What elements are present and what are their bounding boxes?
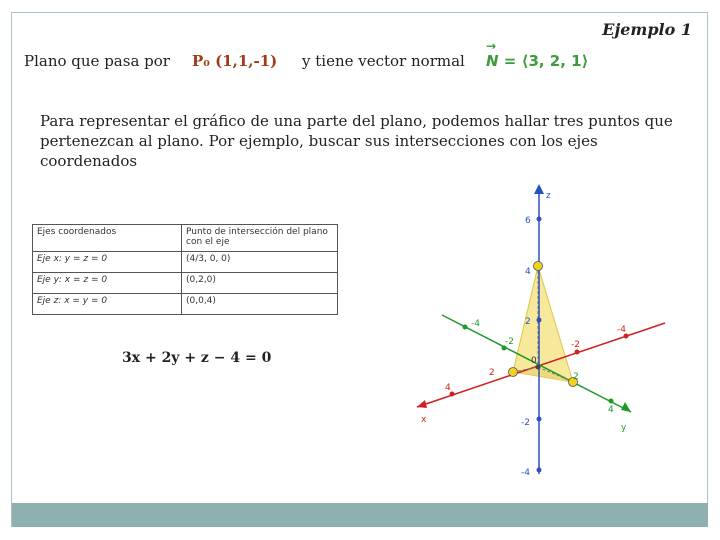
point-p0: P₀ (1,1,-1) bbox=[192, 52, 278, 70]
y-axis-label: y bbox=[621, 423, 627, 433]
table-cell-axis: Eje z: x = y = 0 bbox=[33, 294, 182, 315]
y-tick-label: -4 bbox=[471, 319, 480, 329]
table-header-row bbox=[33, 225, 338, 252]
plane-3d-graph bbox=[405, 182, 675, 482]
table-cell-point: (0,2,0) bbox=[182, 273, 338, 294]
x-tick-label: 2 bbox=[489, 368, 495, 378]
intersection-table bbox=[32, 224, 338, 315]
intro-middle: y tiene vector normal bbox=[302, 52, 465, 70]
y-tick-label: 4 bbox=[608, 405, 614, 415]
x-axis-arrow bbox=[417, 400, 427, 408]
z-tick-mark bbox=[537, 417, 542, 422]
table-cell-axis: Eje y: x = z = 0 bbox=[33, 273, 182, 294]
x-tick-label: -4 bbox=[617, 325, 626, 335]
x-tick-label: 4 bbox=[445, 383, 451, 393]
table-header-axes: Ejes coordenados bbox=[33, 225, 182, 252]
normal-vector bbox=[486, 52, 588, 70]
z-tick-label: -4 bbox=[521, 468, 530, 478]
normal-symbol: → N bbox=[486, 52, 499, 70]
table-header-point: Punto de intersección del plano con el eje bbox=[182, 225, 338, 252]
z-tick-label: -2 bbox=[521, 418, 530, 428]
slide-title: Ejemplo 1 bbox=[602, 20, 692, 39]
y-tick-label: -2 bbox=[505, 337, 514, 347]
footer-bar bbox=[12, 503, 708, 527]
table-cell-point: (4/3, 0, 0) bbox=[182, 252, 338, 273]
intersection-point-x bbox=[509, 368, 518, 377]
explanation-paragraph: Para representar el gráfico de una parte del plano, podemos hallar tres puntos que pertenezcan al plano. Por ejemplo, buscar sus intersecciones con los ejes coordenados bbox=[40, 112, 673, 170]
z-axis-arrow bbox=[534, 184, 544, 194]
table-cell-axis: Eje x: y = z = 0 bbox=[33, 252, 182, 273]
intro-prefix: Plano que pasa por bbox=[24, 52, 170, 70]
z-tick-label: 2 bbox=[525, 317, 531, 327]
table-row bbox=[33, 294, 338, 315]
origin-label: 0 bbox=[531, 356, 537, 366]
x-axis-label: x bbox=[421, 415, 427, 425]
z-tick-label: 4 bbox=[525, 267, 531, 277]
x-tick-label: -2 bbox=[571, 340, 580, 350]
y-tick-mark bbox=[609, 399, 614, 404]
y-axis-arrow bbox=[621, 402, 631, 412]
table-row bbox=[33, 273, 338, 294]
intersection-point-z bbox=[534, 262, 543, 271]
x-tick-mark bbox=[575, 350, 580, 355]
y-tick-label: 2 bbox=[573, 372, 579, 382]
z-tick-mark bbox=[537, 217, 542, 222]
z-tick-mark bbox=[537, 468, 542, 473]
table-row bbox=[33, 252, 338, 273]
z-tick-mark bbox=[537, 318, 542, 323]
z-tick-label: 6 bbox=[525, 216, 531, 226]
normal-value: = ⟨3, 2, 1⟩ bbox=[503, 52, 589, 70]
plane-equation: 3x + 2y + z − 4 = 0 bbox=[122, 350, 272, 366]
y-tick-mark bbox=[463, 325, 468, 330]
table-cell-point: (0,0,4) bbox=[182, 294, 338, 315]
z-axis-label: z bbox=[546, 191, 551, 201]
